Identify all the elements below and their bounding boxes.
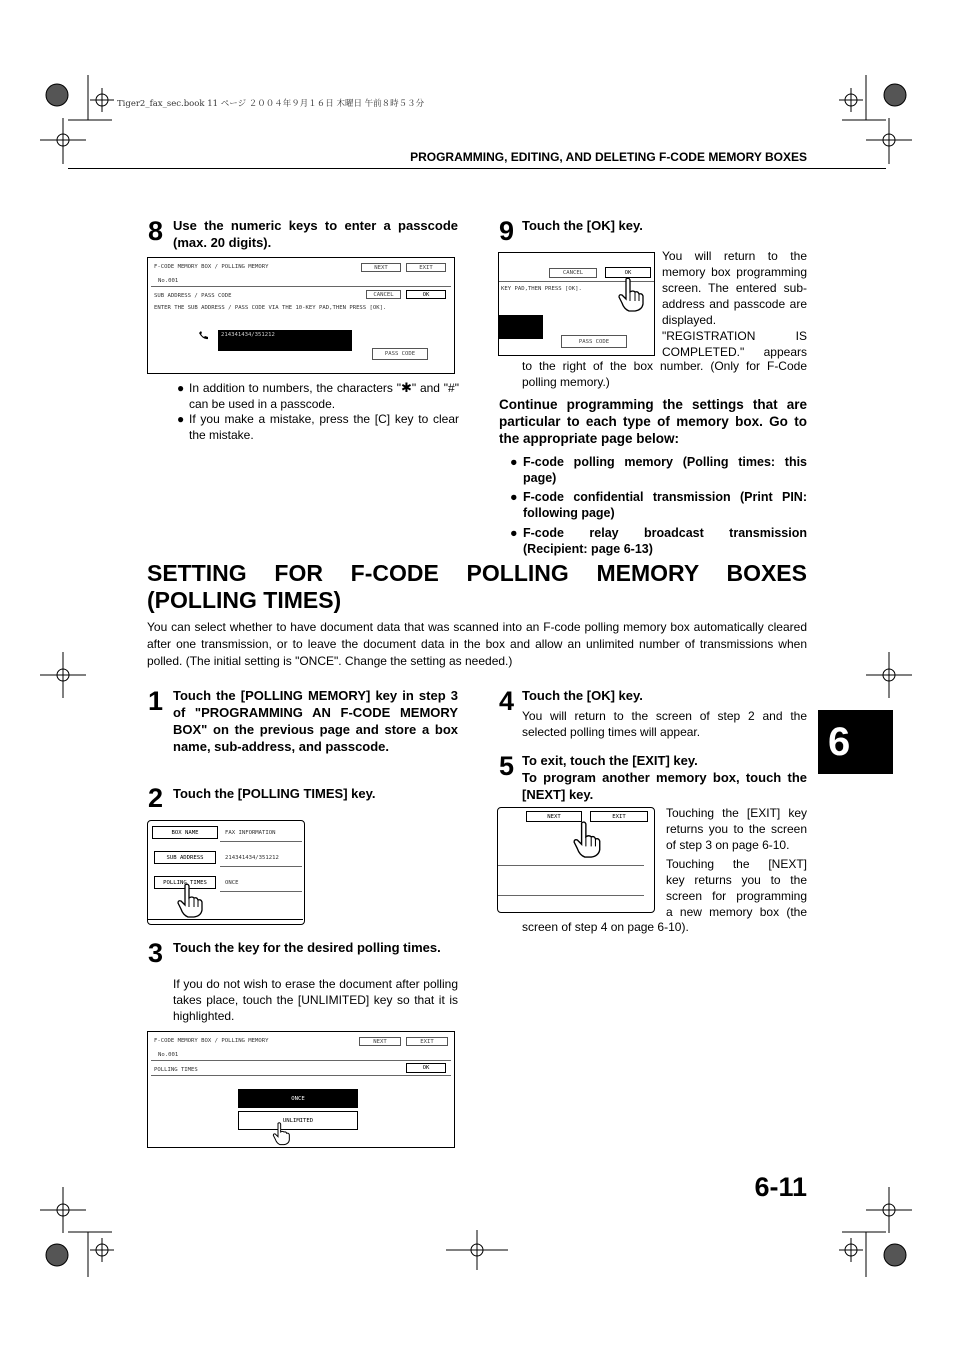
step-9-line: address and passcode are (662, 297, 807, 311)
divider (220, 841, 302, 842)
step-5-line: key returns you to the (666, 873, 807, 887)
next-button[interactable]: NEXT (361, 263, 401, 272)
section-title: SETTING FOR F-CODE POLLING MEMORY BOXES (POLLING TIMES) (147, 560, 807, 613)
entry-field (218, 330, 352, 351)
divider (498, 895, 644, 896)
bullet-text (189, 380, 459, 412)
next-button[interactable]: NEXT (526, 811, 582, 822)
step-5-screen (497, 807, 655, 913)
step-8-number: 8 (148, 216, 164, 246)
polling-times-button[interactable]: POLLING TIMES (154, 876, 216, 889)
step-2-screen (147, 820, 305, 925)
step-9-number: 9 (499, 216, 515, 246)
hand-pointer-icon (572, 820, 604, 860)
chapter-tab: 6 (818, 710, 893, 774)
step-3-title: Touch the key for the desired polling times. (173, 940, 441, 955)
ok-button[interactable]: OK (605, 267, 651, 278)
box-name-button[interactable]: BOX NAME (152, 826, 218, 839)
cancel-button[interactable]: CANCEL (366, 290, 401, 299)
step-3-screen (147, 1031, 455, 1148)
field-label: POLLING TIMES (154, 1067, 198, 1073)
ok-button[interactable]: OK (406, 290, 446, 299)
bullet-dot: ● (510, 490, 518, 504)
pass-code-button[interactable]: PASS CODE (561, 335, 627, 348)
sub-address-value: 214341434/351212 (225, 855, 279, 861)
divider (220, 891, 302, 892)
step-5-side-text-1 (666, 805, 807, 853)
entry-field (499, 315, 543, 339)
screen-breadcrumb: F-CODE MEMORY BOX / POLLING MEMORY (154, 264, 269, 270)
hand-pointer-icon (617, 277, 647, 313)
hand-pointer-icon (272, 1122, 292, 1146)
step-9-line: COMPLETED." appears (662, 345, 807, 359)
step-5-line: screen for programming (666, 889, 807, 903)
step-9-title: Touch the [OK] key. (522, 218, 643, 233)
divider (151, 1060, 451, 1061)
step-9-line: You will return to the (662, 249, 807, 263)
screen-breadcrumb: F-CODE MEMORY BOX / POLLING MEMORY (154, 1038, 269, 1044)
bullet-dot: ● (177, 381, 185, 395)
asterisk-icon: ✱ (400, 380, 412, 395)
box-number: No.001 (158, 278, 179, 284)
step-8-bullet-1 (177, 380, 459, 412)
phone-icon (198, 331, 210, 341)
divider (151, 1075, 451, 1076)
step-5-number: 5 (499, 751, 515, 781)
instruction-text: KEY PAD,THEN PRESS [OK]. (501, 286, 582, 292)
link-polling-memory[interactable] (510, 454, 807, 486)
link-relay-broadcast[interactable] (510, 525, 807, 557)
unlimited-button[interactable]: UNLIMITED (238, 1111, 358, 1130)
step-4-title: Touch the [OK] key. (522, 688, 643, 703)
step-9-body-tail: to the right of the box number. (Only for F-Code polling memory.) (522, 359, 807, 389)
link-text: F-code confidential transmission (Print PIN: following page) (523, 490, 807, 520)
divider (220, 866, 302, 867)
pass-code-button[interactable]: PASS CODE (372, 348, 428, 360)
step-9-line: memory box programming (662, 265, 807, 279)
step-5-line: a new memory box (the (666, 905, 807, 919)
next-button[interactable]: NEXT (359, 1037, 401, 1046)
sub-address-button[interactable]: SUB ADDRESS (154, 851, 216, 864)
bullet-dot: ● (510, 455, 518, 469)
bullet-dot: ● (510, 526, 518, 540)
continue-text: Continue programming the settings that are particular to each type of memory box. Go to the appropriate page below: (499, 397, 807, 446)
hand-pointer-icon (176, 883, 206, 919)
step-2-number: 2 (148, 783, 164, 813)
exit-button[interactable]: EXIT (406, 1037, 448, 1046)
step-5-line: Touching the [NEXT] (666, 857, 807, 871)
bullet-dot: ● (177, 412, 185, 426)
exit-button[interactable]: EXIT (590, 811, 648, 822)
step-9-line: "REGISTRATION IS (662, 329, 807, 343)
step-8-screen (147, 257, 455, 374)
section-intro: You can select whether to have document data that was scanned into an F-code polling memory box automatically cleared after one transmission, or to leave the document data in the box and allow an unlimited number of transmissions when polled. (The initial setting is "ONCE". Change the setting as needed.) (147, 620, 807, 668)
link-text: F-code polling memory (Polling times: this page) (523, 455, 807, 485)
exit-button[interactable]: EXIT (406, 263, 446, 272)
header-rule (68, 168, 886, 169)
page-number: 6-11 (754, 1172, 807, 1202)
step-9-screen (498, 252, 655, 356)
step-4-body: You will return to the screen of step 2 and the selected polling times will appear. (522, 709, 807, 739)
step-5-side-text-2 (666, 856, 807, 920)
bullet-text: If you make a mistake, press the [C] key to clear the mistake. (189, 412, 459, 442)
header-title: PROGRAMMING, EDITING, AND DELETING F-CODE MEMORY BOXES (410, 150, 807, 164)
step-5-title-1: To exit, touch the [EXIT] key. (522, 753, 698, 768)
ok-button[interactable]: OK (406, 1063, 446, 1073)
link-text: F-code relay broadcast transmission (Recipient: page 6-13) (523, 526, 807, 556)
once-button[interactable]: ONCE (238, 1089, 358, 1108)
step-1-title: Touch the [POLLING MEMORY] key in step 3 of "PROGRAMMING AN F-CODE MEMORY BOX" on the previous page and store a box name, sub-address, and passcode. (173, 688, 458, 754)
box-number: No.001 (158, 1052, 179, 1058)
field-label: SUB ADDRESS / PASS CODE (154, 293, 232, 299)
step-1-number: 1 (148, 686, 164, 716)
step-5-title-2: To program another memory box, touch the [NEXT] key. (522, 770, 807, 802)
step-5-line: returns you to the screen (666, 822, 807, 836)
instruction-text: ENTER THE SUB ADDRESS / PASS CODE VIA THE 10-KEY PAD,THEN PRESS [OK]. (154, 305, 387, 311)
polling-times-value: ONCE (225, 880, 239, 886)
step-3-body: If you do not wish to erase the document after polling takes place, touch the [UNLIMITED] key so that it is highlighted. (173, 977, 458, 1023)
step-9-side-text (662, 248, 807, 360)
entry-value: 214341434/351212 (221, 332, 275, 338)
divider (498, 865, 644, 866)
cancel-button[interactable]: CANCEL (549, 268, 597, 278)
divider (151, 286, 451, 287)
file-stamp: Tiger2_fax_sec.book 11 ページ ２００４年９月１６日 木曜日 午前８時５３分 (117, 99, 425, 109)
step-5-tail: screen of step 4 on page 6-10). (522, 920, 689, 934)
step-8-bullet-2 (177, 411, 459, 443)
bullet-text-pre: In addition to numbers, the characters " (189, 381, 401, 395)
step-2-title: Touch the [POLLING TIMES] key. (173, 786, 376, 801)
step-9-line: screen. The entered sub- (662, 281, 807, 295)
step-9-line: displayed. (662, 313, 717, 327)
step-8-title: Use the numeric keys to enter a passcode (max. 20 digits). (173, 218, 458, 250)
bullet-text-post: " and "#" can be used in a passcode. (189, 381, 459, 411)
step-4-number: 4 (499, 686, 515, 716)
step-5-line: of step 3 on page 6-10. (666, 838, 790, 852)
box-name-value: FAX INFORMATION (225, 830, 276, 836)
divider (148, 919, 303, 920)
step-3-number: 3 (148, 938, 164, 968)
link-confidential[interactable] (510, 489, 807, 521)
step-5-line: Touching the [EXIT] key (666, 806, 807, 820)
